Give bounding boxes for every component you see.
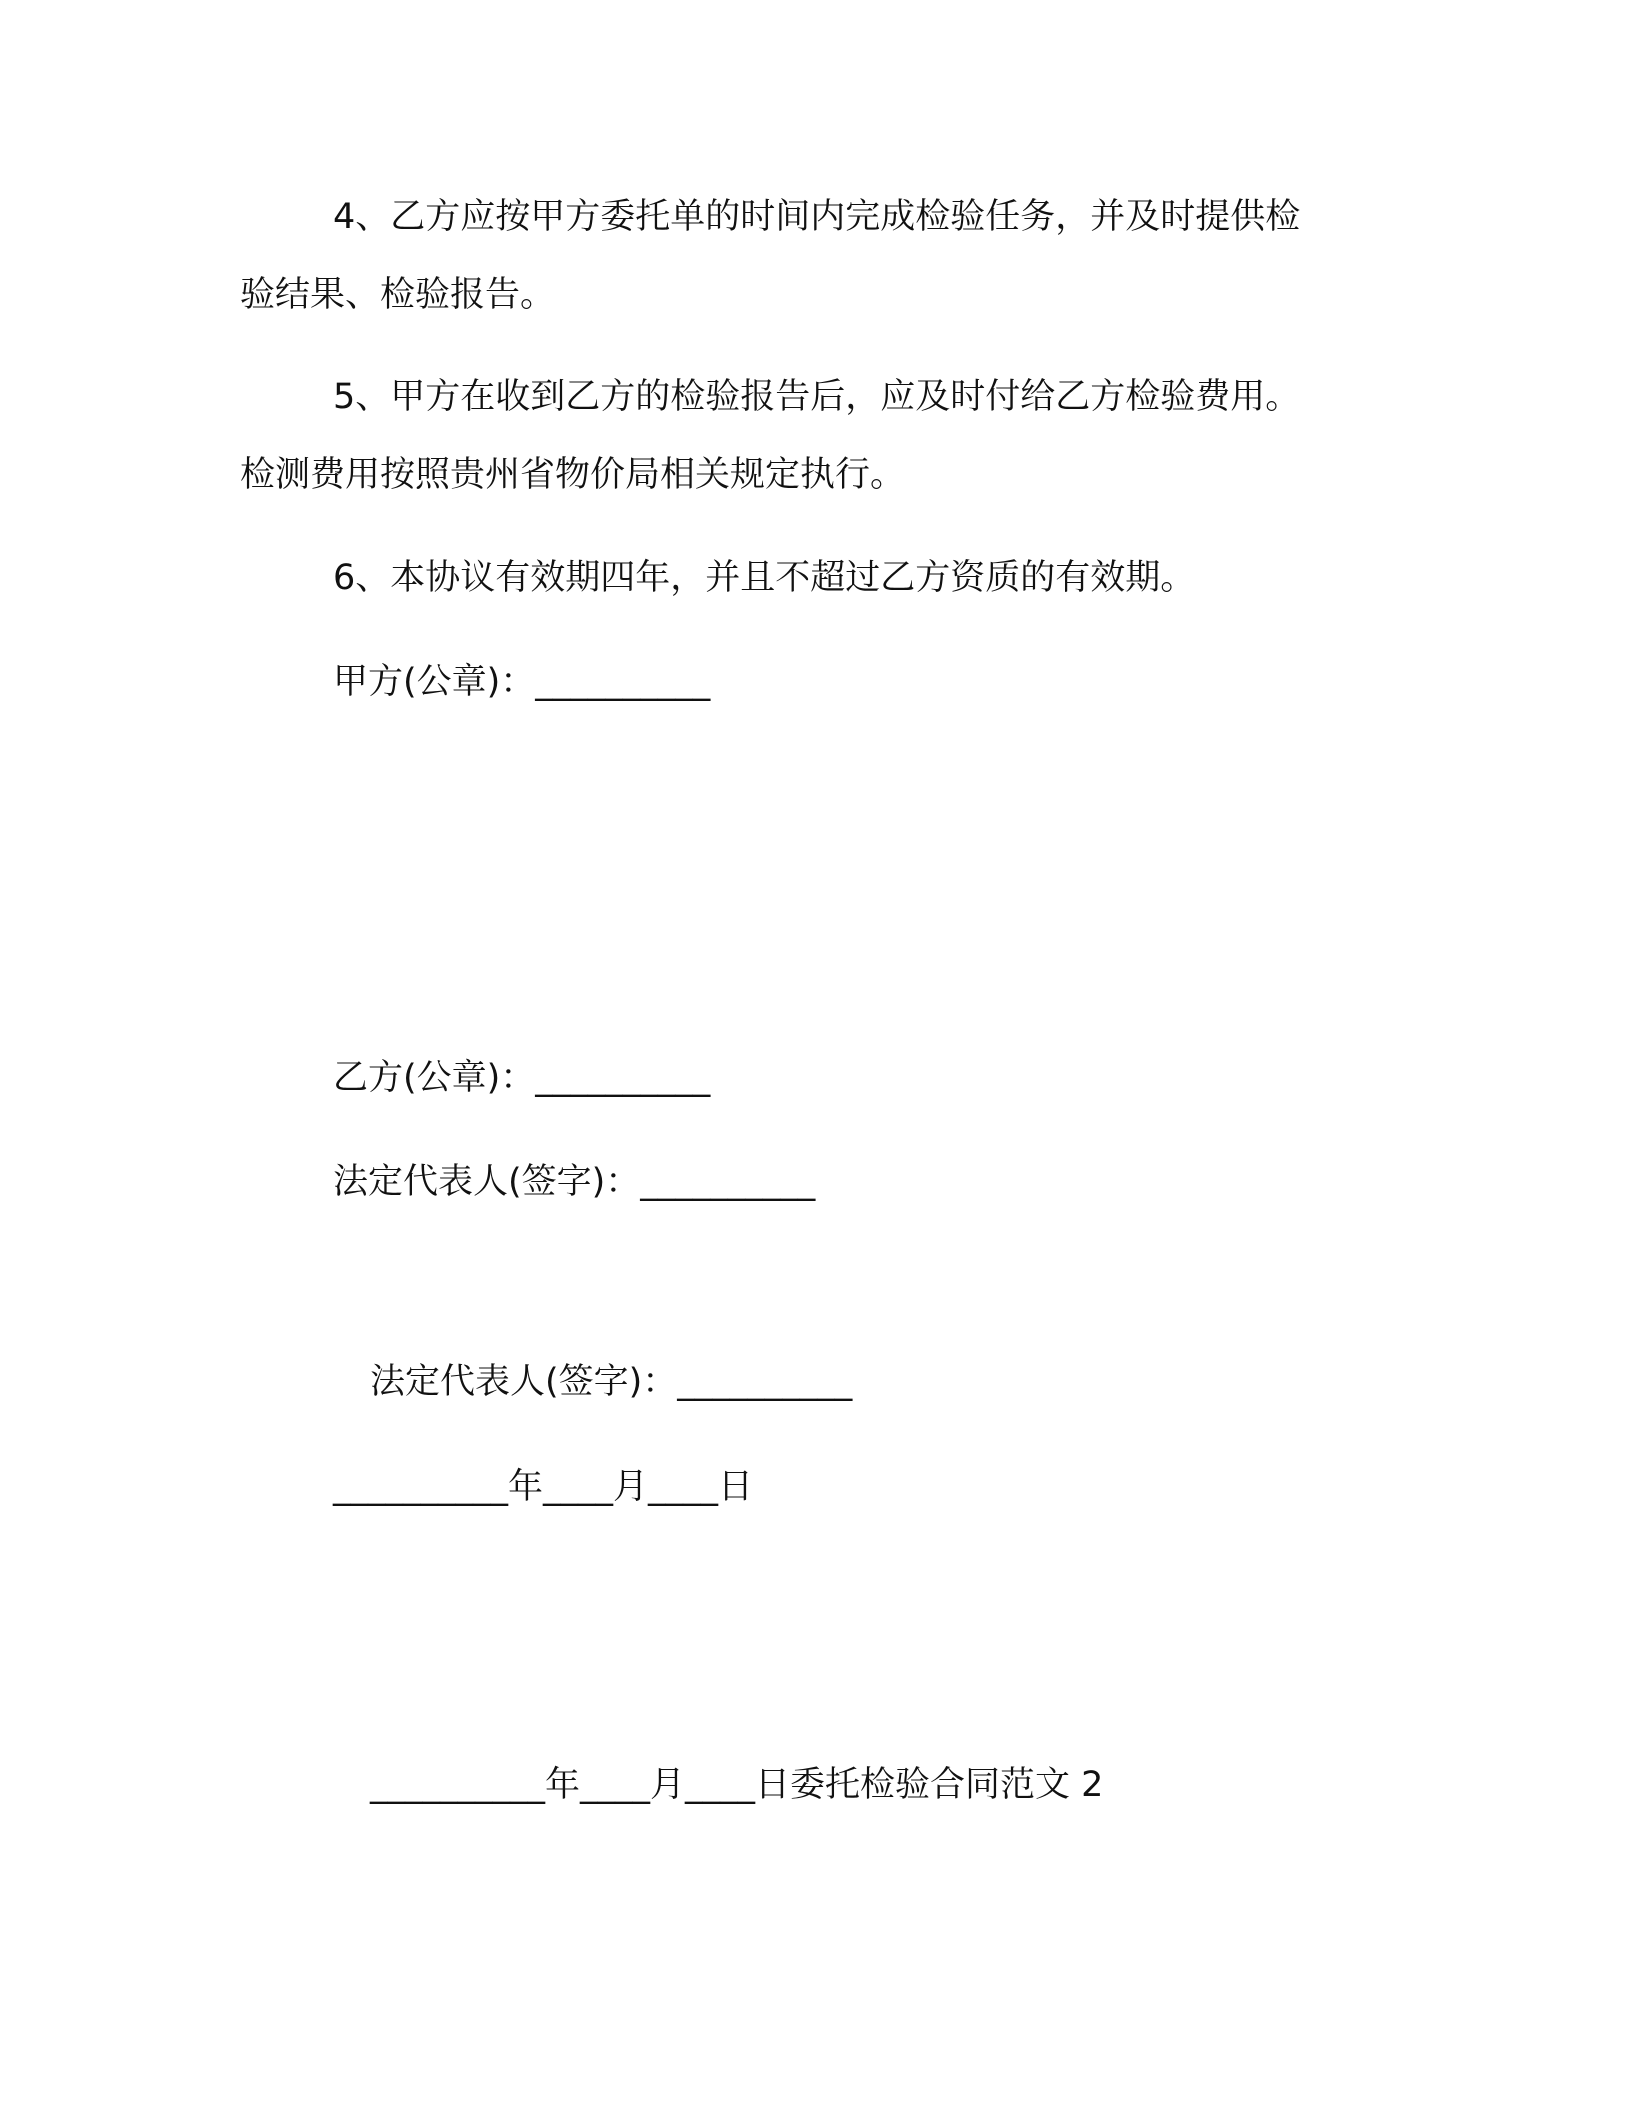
party-a-seal-field: 甲方(公章)：__________	[333, 662, 711, 702]
signing-date-1: __________年____月____日	[333, 1467, 754, 1507]
clause-5-line-1: 5、甲方在收到乙方的检验报告后，应及时付给乙方检验费用。	[333, 377, 1301, 417]
legal-representative-signature-2: 法定代表人(签字)：__________	[370, 1362, 853, 1402]
clause-4-line-2: 验结果、检验报告。	[240, 275, 556, 315]
signing-date-2-with-title: __________年____月____日委托检验合同范文 2	[370, 1765, 1104, 1805]
clause-4-line-1: 4、乙方应按甲方委托单的时间内完成检验任务，并及时提供检	[333, 197, 1301, 237]
party-b-seal-field: 乙方(公章)：__________	[333, 1058, 711, 1098]
clause-5-line-2: 检测费用按照贵州省物价局相关规定执行。	[240, 455, 906, 495]
clause-6-line-1: 6、本协议有效期四年，并且不超过乙方资质的有效期。	[333, 558, 1196, 598]
legal-representative-signature-1: 法定代表人(签字)：__________	[333, 1162, 816, 1202]
